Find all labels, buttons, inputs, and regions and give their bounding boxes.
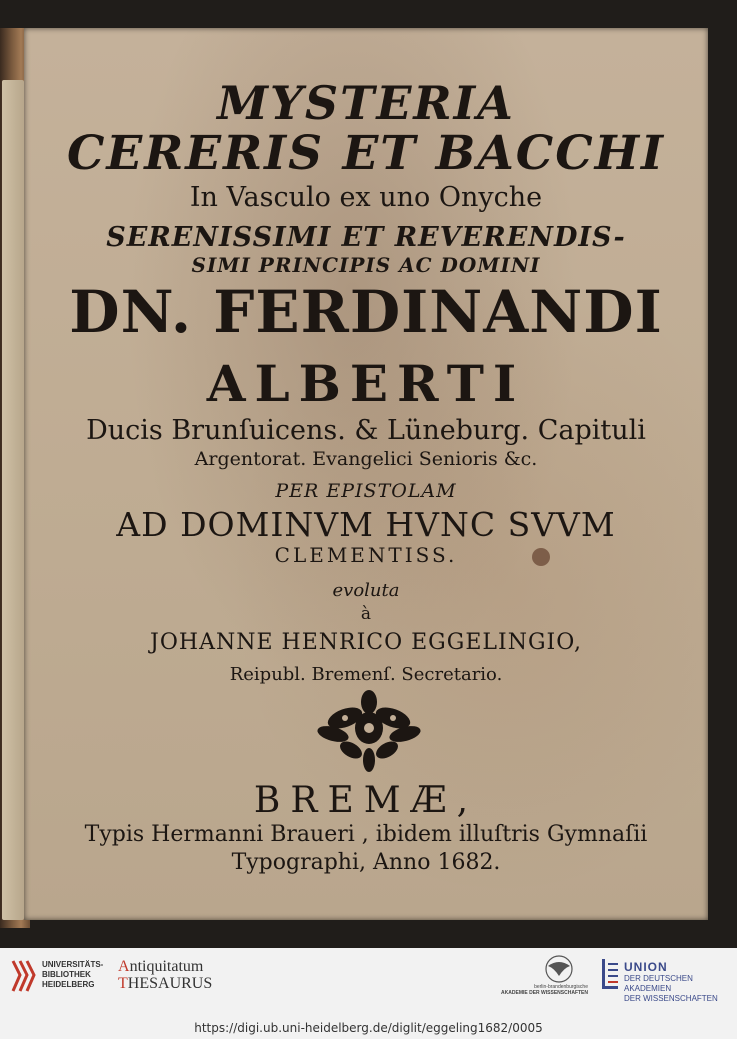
title-line-9: Argentorat. Evangelici Senioris &c. [194, 448, 538, 470]
title-line-14: à [360, 604, 372, 624]
union-name[interactable] [624, 960, 737, 1004]
union-sub-2: DER WISSENSCHAFTEN [624, 994, 718, 1003]
title-line-12: CLEMENTISS. [274, 543, 458, 567]
union-sub-1: DER DEUTSCHEN AKADEMIEN [624, 974, 693, 993]
title-line-2: CERERIS ET BACCHI [66, 126, 666, 181]
imprint-line-2: Typographi, Anno 1682. [231, 850, 501, 875]
imprint-city: BREMÆ, [253, 780, 479, 821]
title-line-8: Ducis Brunſuicens. & Lüneburg. Capituli [86, 415, 646, 446]
antiquitatum-thesaurus-logo[interactable] [118, 958, 212, 992]
footer-logo-bar [0, 948, 737, 1018]
title-page [24, 28, 708, 920]
ink-stain [532, 548, 550, 566]
ub-line-1: UNIVERSITÄTS- [42, 960, 104, 969]
floral-ornament-icon [311, 688, 427, 774]
page-edge [2, 80, 24, 920]
ub-heidelberg-logo-icon[interactable] [10, 959, 36, 993]
bb-line-2: AKADEMIE DER WISSENSCHAFTEN [501, 990, 588, 996]
at-line-1: Antiquitatum [118, 958, 204, 975]
title-line-16: Reipubl. Bremenſ. Secretario. [229, 664, 503, 685]
title-line-7: ALBERTI [206, 354, 526, 413]
page-url[interactable]: https://digi.ub.uni-heidelberg.de/diglit/eggeling1682/0005 [0, 1018, 737, 1039]
title-line-5: SIMI PRINCIPIS AC DOMINI [191, 253, 541, 277]
bbaw-eagle-logo-icon[interactable] [542, 954, 576, 984]
bb-line-1: berlin-brandenburgische [534, 984, 588, 990]
imprint-line-1: Typis Hermanni Braueri , ibidem illuſtris Gymnaſii [84, 822, 648, 847]
union-title: UNION [624, 960, 668, 974]
title-line-13: evoluta [332, 580, 400, 601]
union-academies-logo-icon[interactable] [598, 957, 620, 993]
title-line-1: MYSTERIA [217, 76, 515, 130]
title-line-10: PER EPISTOLAM [275, 480, 457, 502]
ub-line-2: BIBLIOTHEK [42, 970, 91, 979]
title-line-6: DN. FERDINANDI [69, 278, 663, 346]
title-line-11: AD DOMINVM HVNC SVVM [116, 505, 616, 544]
bbaw-name[interactable] [488, 984, 588, 996]
title-line-15: JOHANNE HENRICO EGGELINGIO, [150, 630, 582, 655]
ub-heidelberg-name[interactable] [42, 960, 103, 990]
ub-line-3: HEIDELBERG [42, 980, 95, 989]
at-line-2: THESAURUS [118, 975, 213, 992]
title-line-4: SERENISSIMI ET REVERENDIS- [106, 222, 626, 253]
title-line-3: In Vasculo ex uno Onyche [189, 182, 543, 213]
